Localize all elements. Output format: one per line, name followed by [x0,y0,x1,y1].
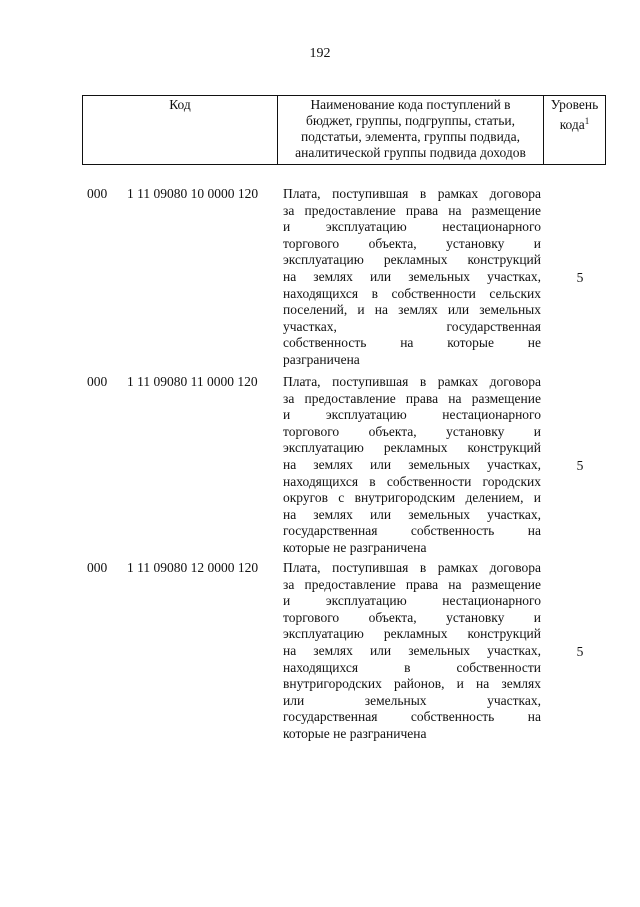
description-line: на землях или земельных участках, [283,506,541,522]
header-level [544,96,605,164]
description-line: торгового объекта, установку и [283,423,541,439]
table-header [82,95,606,165]
description-line: торгового объекта, установку и [283,235,541,251]
description-line: на землях или земельных участках, [283,268,541,284]
description-line: за предоставление права на размещение [283,202,541,218]
description-line: или земельных участках, [283,692,541,708]
header-level-line: Уровень [550,97,599,112]
description-line: участках, государственная [283,318,541,334]
header-name-line: подстатьи, элемента, группы подвида, [300,129,521,144]
income-description [283,186,541,369]
description-line: Плата, поступившая в рамках договора [283,560,541,575]
description-line: и эксплуатацию нестационарного [283,407,541,423]
code-prefix: 000 [87,186,108,201]
header-name [278,96,544,164]
description-line: находящихся в собственности [283,659,541,675]
description-line: эксплуатацию рекламных конструкций [283,440,541,456]
description-line: находящихся в собственности сельских [283,285,541,301]
code-prefix: 000 [87,374,108,389]
description-line: за предоставление права на размещение [283,576,541,592]
description-line: которые не разграничена [283,725,427,741]
header-level-word: кода [559,117,585,132]
description-line: государственная собственность на [283,523,541,539]
description-line: эксплуатацию рекламных конструкций [283,252,541,268]
description-line: Плата, поступившая в рамках договора [283,374,541,389]
code-prefix: 000 [87,560,108,575]
description-line: и эксплуатацию нестационарного [283,593,541,609]
description-line: округов с внутригородским делением, и [283,490,541,506]
header-name-line: бюджет, группы, подгруппы, статьи, [306,113,515,128]
description-line: на землях или земельных участках, [283,456,541,472]
code-level: 5 [576,644,584,659]
footnote-marker: 1 [584,116,590,126]
description-line: находящихся в собственности городских [283,473,541,489]
header-level-line [544,113,605,133]
page-number: 192 [309,46,331,61]
income-description [283,374,541,557]
income-code: 1 11 09080 12 0000 120 [127,560,259,575]
description-line: поселений, и на землях или земельных [283,302,541,318]
description-line: эксплуатацию рекламных конструкций [283,626,541,642]
income-code: 1 11 09080 11 0000 120 [127,374,258,389]
header-name-line: Наименование кода поступлений в [310,97,511,112]
income-code: 1 11 09080 10 0000 120 [127,186,259,201]
description-line: государственная собственность на [283,709,541,725]
code-level: 5 [576,270,584,285]
description-line: разграничена [283,351,360,367]
code-level: 5 [576,458,584,473]
description-line: торгового объекта, установку и [283,609,541,625]
description-line: на землях или земельных участках, [283,642,541,658]
header-name-line: аналитической группы подвида доходов [295,145,526,160]
description-line: и эксплуатацию нестационарного [283,219,541,235]
description-line: собственность на которые не [283,335,541,351]
income-description [283,560,541,743]
description-line: Плата, поступившая в рамках договора [283,186,541,201]
description-line: внутригородских районов, и на землях [283,676,541,692]
description-line: за предоставление права на размещение [283,390,541,406]
description-line: которые не разграничена [283,539,427,555]
header-code: Код [83,96,278,164]
